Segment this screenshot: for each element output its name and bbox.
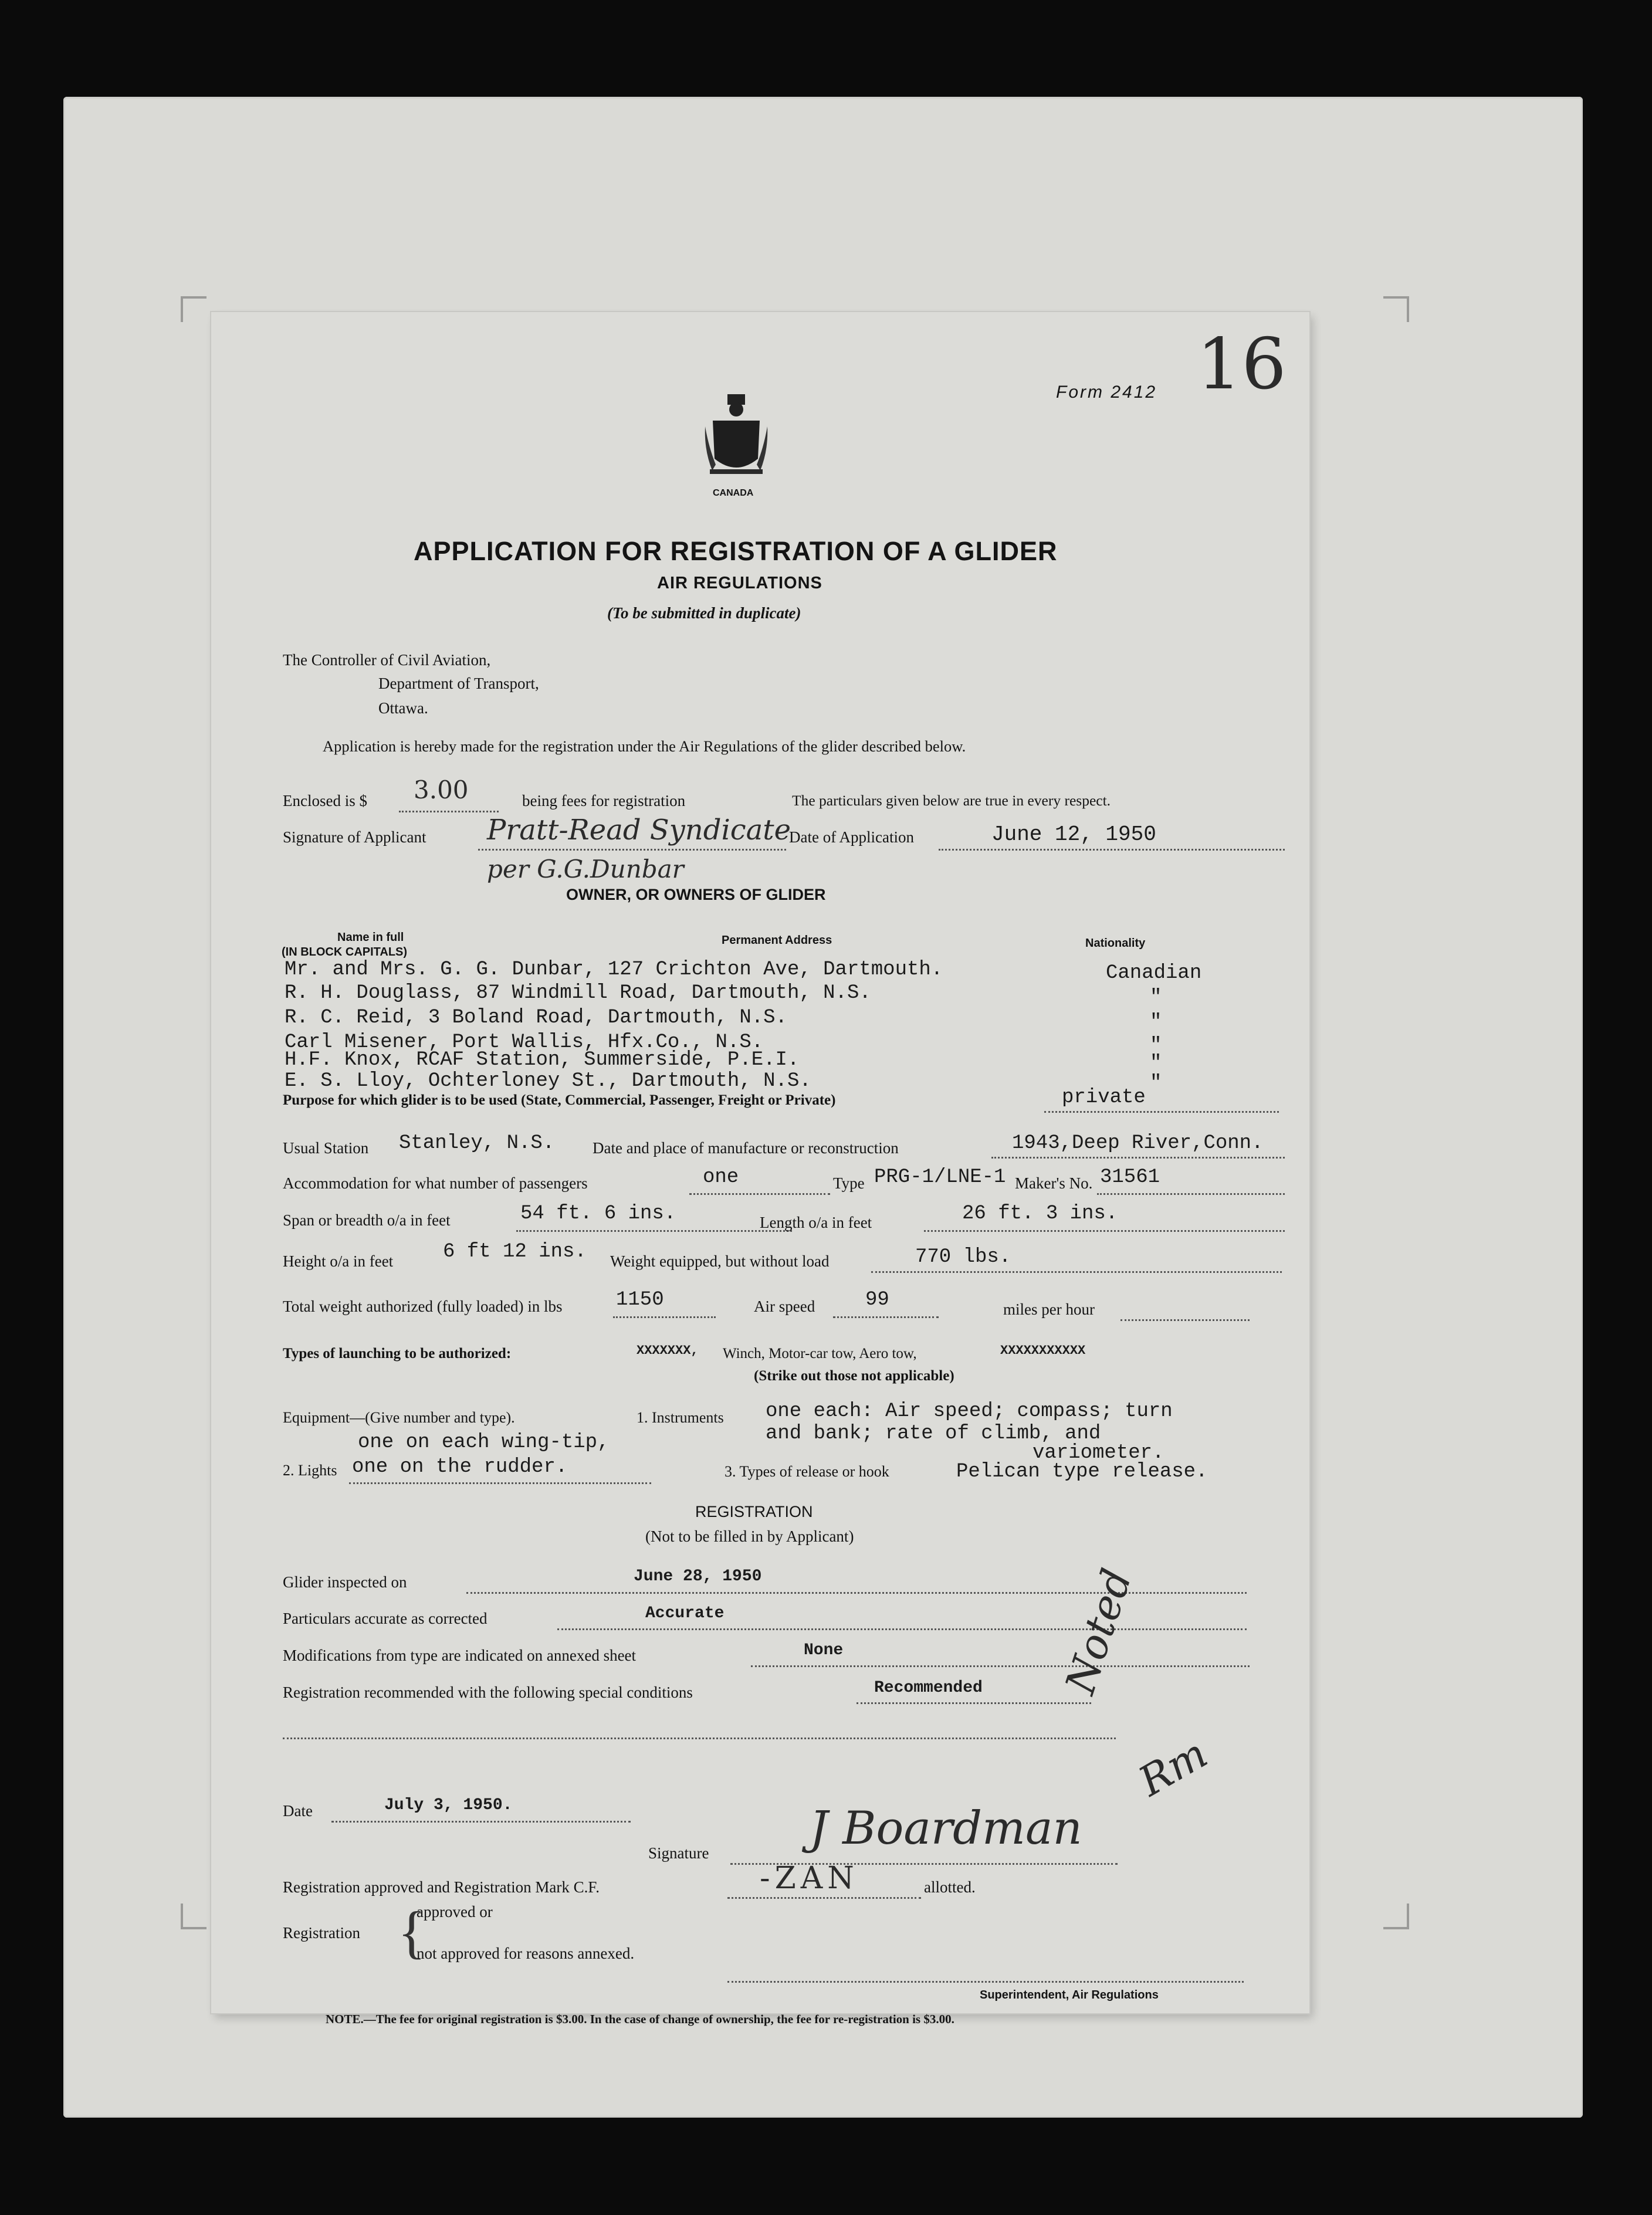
makers-dotted-line bbox=[1097, 1193, 1285, 1195]
purpose-label: Purpose for which glider is to be used (State, Commercial, Passenger, Freight or Private) bbox=[283, 1092, 836, 1108]
airspeed-dotted-line bbox=[833, 1316, 939, 1318]
addressee-line-1: The Controller of Civil Aviation, bbox=[283, 651, 491, 669]
instruments-line-1[interactable]: one each: Air speed; compass; turn bbox=[766, 1400, 1173, 1423]
recommended-value[interactable]: Recommended bbox=[874, 1679, 983, 1697]
accommodation-dotted-line bbox=[689, 1193, 830, 1195]
instruments-label: 1. Instruments bbox=[637, 1409, 724, 1426]
launching-struck-2: XXXXXXXXXXX bbox=[1000, 1343, 1086, 1358]
lights-pre: one on each wing-tip, bbox=[358, 1431, 610, 1454]
release-value[interactable]: Pelican type release. bbox=[956, 1461, 1208, 1483]
weight-dotted-line bbox=[871, 1271, 1282, 1273]
height-value[interactable]: 6 ft 12 ins. bbox=[443, 1241, 587, 1263]
fees-dotted-line bbox=[399, 811, 499, 812]
total-weight-label: Total weight authorized (fully loaded) in lbs bbox=[283, 1298, 563, 1315]
release-label: 3. Types of release or hook bbox=[725, 1463, 889, 1480]
type-label: Type bbox=[833, 1174, 865, 1192]
date-of-application-dotted-line bbox=[939, 849, 1285, 851]
crop-mark bbox=[1383, 296, 1409, 322]
height-label: Height o/a in feet bbox=[283, 1252, 394, 1270]
owner-nationality: Canadian bbox=[1106, 962, 1202, 984]
type-value[interactable]: PRG-1/LNE-1 bbox=[874, 1166, 1006, 1188]
signature-dotted-line bbox=[478, 849, 786, 851]
applicant-signature-per: per G.G.Dunbar bbox=[487, 855, 684, 883]
crop-mark bbox=[1383, 1904, 1409, 1929]
makers-no-value[interactable]: 31561 bbox=[1100, 1166, 1160, 1188]
form-title: APPLICATION FOR REGISTRATION OF A GLIDER bbox=[414, 536, 1058, 566]
mph-label: miles per hour bbox=[1003, 1300, 1095, 1318]
form-number: Form 2412 bbox=[1056, 382, 1157, 402]
instruments-line-3: variometer. bbox=[1032, 1442, 1164, 1464]
owner-line: R. H. Douglass, 87 Windmill Road, Dartmouth, N.S. bbox=[285, 982, 871, 1004]
addressee-line-2: Department of Transport, bbox=[378, 675, 539, 692]
owner-nationality: " bbox=[1150, 1011, 1162, 1034]
owner-line: Carl Misener, Port Wallis, Hfx.Co., N.S. bbox=[285, 1031, 764, 1054]
purpose-dotted-line bbox=[1044, 1111, 1279, 1113]
accurate-label: Particulars accurate as corrected bbox=[283, 1610, 488, 1627]
date-of-application-label: Date of Application bbox=[789, 828, 914, 846]
applicant-signature[interactable]: Pratt-Read Syndicate bbox=[487, 814, 791, 846]
inspected-label: Glider inspected on bbox=[283, 1573, 407, 1591]
canada-crest bbox=[704, 394, 769, 494]
initials-annotation: Rm bbox=[1130, 1729, 1216, 1806]
span-label: Span or breadth o/a in feet bbox=[283, 1211, 451, 1229]
inspector-signature[interactable]: J Boardman bbox=[810, 1802, 1082, 1855]
superintendent-dotted-line bbox=[727, 1981, 1244, 1983]
mph-dotted-line bbox=[1120, 1319, 1250, 1321]
owner-line: H.F. Knox, RCAF Station, Summerside, P.E.I. bbox=[285, 1049, 800, 1071]
launching-options: Winch, Motor-car tow, Aero tow, bbox=[723, 1346, 917, 1361]
registration-brace: { bbox=[398, 1899, 426, 1965]
owner-nationality: " bbox=[1150, 987, 1162, 1009]
crop-mark bbox=[181, 1904, 206, 1929]
manufacture-value[interactable]: 1943,Deep River,Conn. bbox=[1012, 1132, 1264, 1154]
total-weight-dotted-line bbox=[613, 1316, 716, 1318]
crest-caption: CANADA bbox=[713, 488, 754, 498]
usual-station-label: Usual Station bbox=[283, 1139, 369, 1157]
launching-note: (Strike out those not applicable) bbox=[754, 1368, 954, 1384]
owner-line: E. S. Lloy, Ochterloney St., Dartmouth, N.S. bbox=[285, 1070, 811, 1092]
modifications-value[interactable]: None bbox=[804, 1641, 844, 1659]
owner-line: Mr. and Mrs. G. G. Dunbar, 127 Crichton Ave, Dartmouth. bbox=[285, 959, 943, 981]
length-dotted-line bbox=[924, 1230, 1285, 1232]
airspeed-label: Air speed bbox=[754, 1298, 815, 1315]
launching-label: Types of launching to be authorized: bbox=[283, 1346, 512, 1361]
owner-nationality: " bbox=[1150, 1035, 1162, 1057]
crop-mark bbox=[181, 296, 206, 322]
owners-col-address: Permanent Address bbox=[722, 934, 832, 947]
lights-value[interactable]: one on the rudder. bbox=[352, 1456, 568, 1478]
date-of-application-value[interactable]: June 12, 1950 bbox=[991, 822, 1156, 846]
fees-value[interactable]: 3.00 bbox=[414, 775, 469, 804]
owner-line: R. C. Reid, 3 Boland Road, Dartmouth, N.S. bbox=[285, 1007, 787, 1029]
modifications-label: Modifications from type are indicated on annexed sheet bbox=[283, 1647, 637, 1664]
owners-heading: OWNER, OR OWNERS OF GLIDER bbox=[566, 886, 826, 903]
owners-col-name-sub: (IN BLOCK CAPITALS) bbox=[282, 946, 408, 959]
span-value[interactable]: 54 ft. 6 ins. bbox=[520, 1203, 676, 1225]
glider-registration-form bbox=[211, 312, 1309, 2026]
manufacture-dotted-line bbox=[991, 1157, 1285, 1159]
fees-label: Enclosed is $ bbox=[283, 792, 367, 810]
true-statement: The particulars given below are true in every respect. bbox=[792, 792, 1111, 809]
accurate-dotted-line bbox=[557, 1628, 1247, 1630]
fee-note: NOTE.—The fee for original registration is $3.00. In the case of change of ownership, the fee for re-registration is $3.00. bbox=[326, 2012, 954, 2026]
registration-mark-dotted-line bbox=[727, 1897, 921, 1899]
owners-col-nationality: Nationality bbox=[1085, 937, 1146, 950]
length-label: Length o/a in feet bbox=[760, 1214, 872, 1231]
signature-label: Signature of Applicant bbox=[283, 828, 426, 846]
fees-label-post: being fees for registration bbox=[522, 792, 686, 810]
conditions-dotted-line bbox=[283, 1738, 1116, 1739]
instruments-line-2: and bank; rate of climb, and bbox=[766, 1423, 1101, 1445]
inspected-value[interactable]: June 28, 1950 bbox=[634, 1567, 762, 1586]
length-value[interactable]: 26 ft. 3 ins. bbox=[962, 1203, 1118, 1225]
registration-signature-label: Signature bbox=[648, 1844, 709, 1862]
submit-note: (To be submitted in duplicate) bbox=[607, 604, 801, 622]
equipment-label: Equipment—(Give number and type). bbox=[283, 1409, 515, 1426]
page-number-handwritten: 16 bbox=[1197, 324, 1287, 405]
accurate-value[interactable]: Accurate bbox=[645, 1604, 725, 1623]
weight-value[interactable]: 770 lbs. bbox=[915, 1246, 1011, 1268]
registration-heading: REGISTRATION bbox=[695, 1503, 813, 1520]
launching-struck-1: XXXXXXX, bbox=[637, 1343, 699, 1358]
noted-annotation: Noted bbox=[1056, 1563, 1142, 1700]
span-dotted-line bbox=[516, 1230, 792, 1232]
purpose-value[interactable]: private bbox=[1062, 1086, 1146, 1109]
recommended-dotted-line bbox=[857, 1702, 1091, 1704]
owners-col-name: Name in full bbox=[337, 931, 404, 944]
registration-mark-value[interactable]: -ZAN bbox=[760, 1861, 859, 1896]
registration-note: (Not to be filled in by Applicant) bbox=[645, 1528, 854, 1545]
approved-option[interactable]: approved or bbox=[417, 1903, 493, 1921]
crest-icon bbox=[704, 394, 769, 494]
accommodation-value[interactable]: one bbox=[703, 1166, 739, 1188]
registration-status-label: Registration bbox=[283, 1924, 360, 1942]
addressee-line-3: Ottawa. bbox=[378, 699, 428, 717]
makers-no-label: Maker's No. bbox=[1015, 1174, 1093, 1192]
manufacture-label: Date and place of manufacture or reconstruction bbox=[593, 1139, 899, 1157]
registration-date-dotted-line bbox=[331, 1821, 631, 1823]
form-subtitle: AIR REGULATIONS bbox=[657, 574, 822, 592]
owner-nationality: " bbox=[1150, 1052, 1162, 1075]
accommodation-label: Accommodation for what number of passengers bbox=[283, 1174, 588, 1192]
allotted-label: allotted. bbox=[924, 1878, 976, 1896]
superintendent-label: Superintendent, Air Regulations bbox=[980, 1989, 1159, 2001]
total-weight-value[interactable]: 1150 bbox=[616, 1289, 664, 1311]
not-approved-option[interactable]: not approved for reasons annexed. bbox=[417, 1945, 635, 1962]
recommended-label: Registration recommended with the following special conditions bbox=[283, 1684, 693, 1701]
registration-date-label: Date bbox=[283, 1802, 313, 1820]
lights-dotted-line bbox=[349, 1482, 651, 1484]
lights-label: 2. Lights bbox=[283, 1462, 337, 1479]
intro-text: Application is hereby made for the registration under the Air Regulations of the glider described below. bbox=[323, 737, 966, 755]
registration-date-value[interactable]: July 3, 1950. bbox=[384, 1796, 513, 1814]
usual-station-value[interactable]: Stanley, N.S. bbox=[399, 1132, 555, 1154]
weight-label: Weight equipped, but without load bbox=[610, 1252, 830, 1270]
owner-nationality: " bbox=[1150, 1072, 1162, 1095]
registration-mark-label: Registration approved and Registration Mark C.F. bbox=[283, 1878, 600, 1896]
modifications-dotted-line bbox=[751, 1665, 1250, 1667]
airspeed-value[interactable]: 99 bbox=[865, 1289, 889, 1311]
